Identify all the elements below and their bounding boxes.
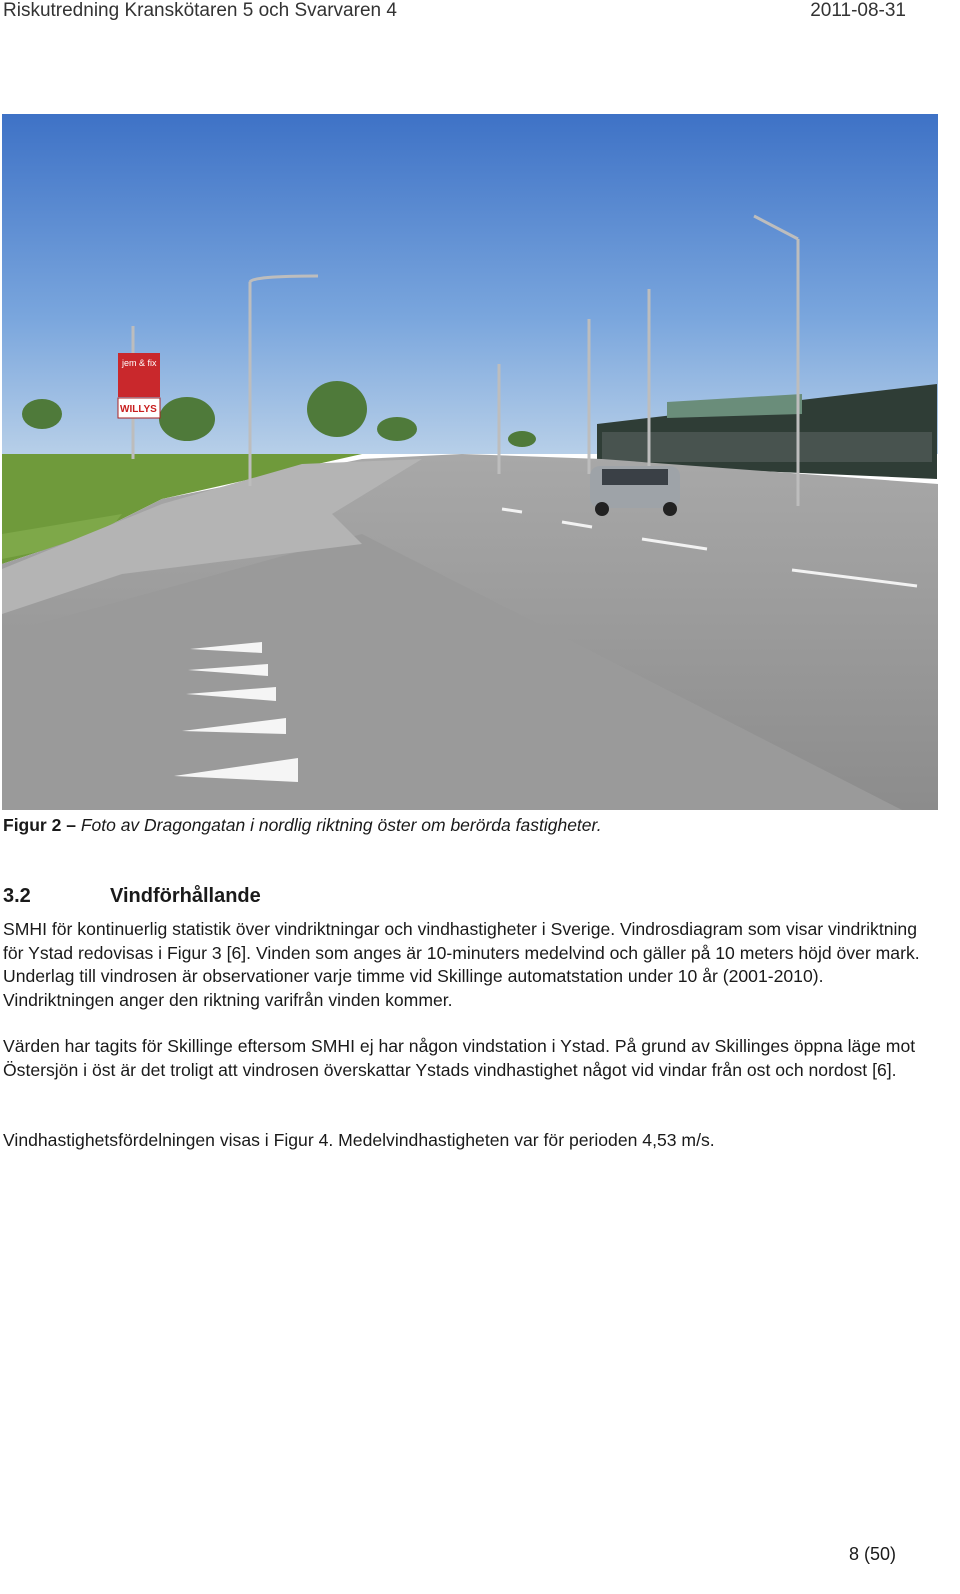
document-date: 2011-08-31 <box>810 0 906 21</box>
sign-text-jem-fix: jem & fix <box>122 358 157 368</box>
figure-caption <box>3 815 602 836</box>
section-title: Vindförhållande <box>110 885 261 907</box>
road-photo <box>2 114 938 810</box>
sign-text-willys: WILLYS <box>120 404 157 415</box>
figure-caption-text: Foto av Dragongatan i nordlig riktning öster om berörda fastigheter. <box>80 815 602 835</box>
section-number: 3.2 <box>3 885 31 907</box>
section-heading <box>3 885 261 908</box>
paragraph-wind-overview: SMHI för kontinuerlig statistik över vindriktningar och vindhastigheter i Sverige. Vindrosdiagram som visar vindriktning för Ystad redovisas i Figur 3 [6]. Vinden som anges är 10-minuters medelvind och gäller på 10 meters höjd över mark. Underlag till vindrosen är observationer varje timme vid Skillinge automatstation under 10 år (2001-2010). Vindriktningen anger den riktning varifrån vinden kommer. <box>3 919 920 1010</box>
paragraph-wind-speed: Vindhastighetsfördelningen visas i Figur 4. Medelvindhastigheten var för perioden 4,53 m/s. <box>3 1130 715 1150</box>
paragraph-skillinge-data: Värden har tagits för Skillinge eftersom SMHI ej har någon vindstation i Ystad. På grund av Skillinges öppna läge mot Östersjön i öst är det troligt att vindrosen överskattar Ystads vindhastighet något vid vindar från ost och nordost [6]. <box>3 1036 916 1080</box>
page-number: 8 (50) <box>848 1544 896 1564</box>
document-title: Riskutredning Kranskötaren 5 och Svarvaren 4 <box>3 0 397 21</box>
figure-label: Figur 2 – <box>3 815 76 835</box>
